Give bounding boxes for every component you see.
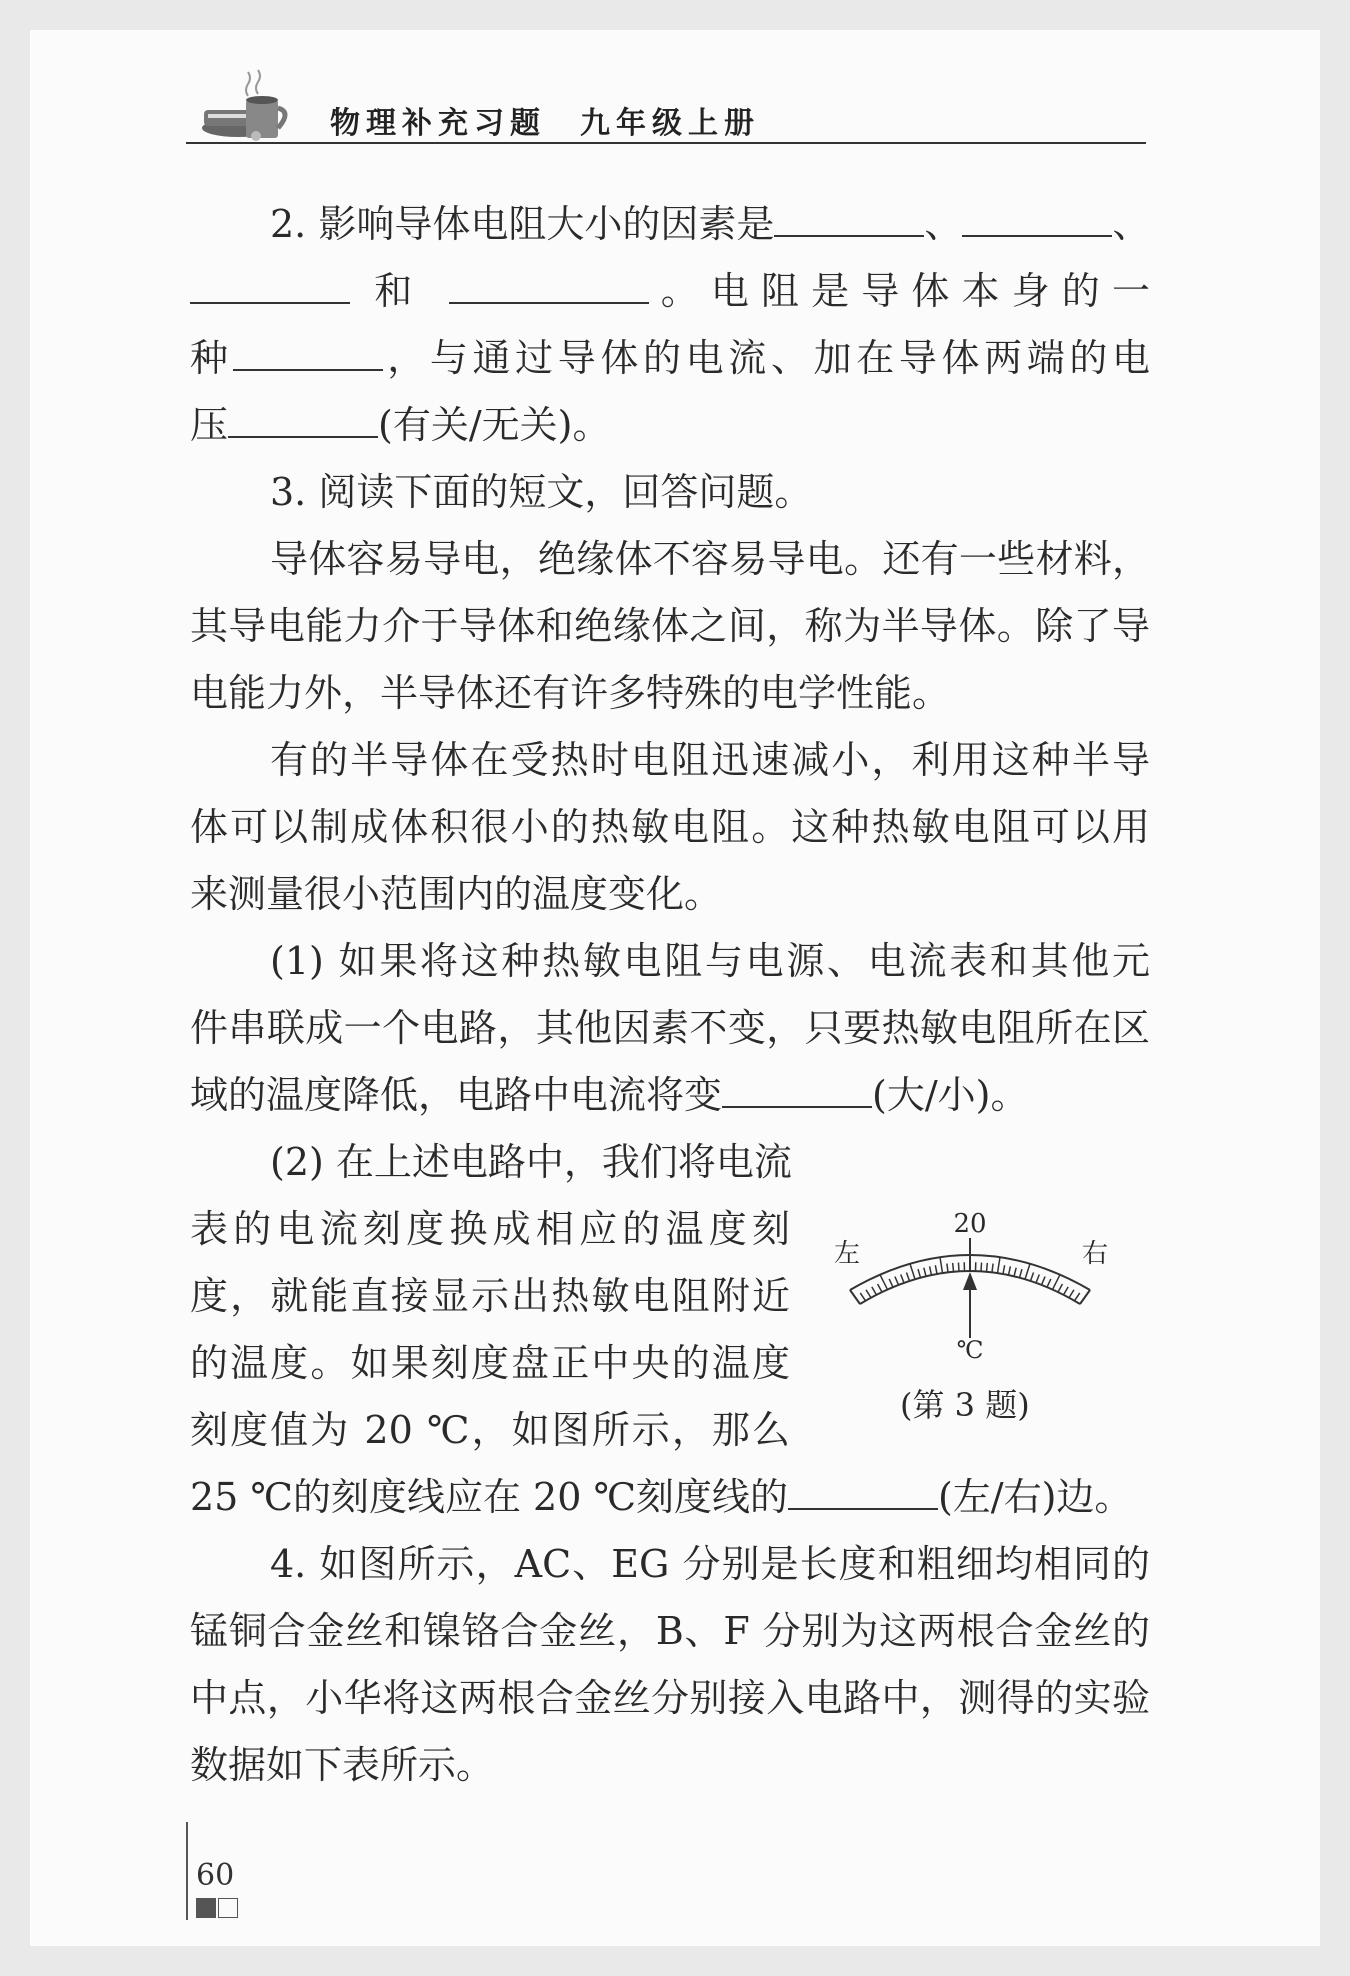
book-title: 物理补充习题 [330,106,546,141]
dial-tick [987,1263,988,1272]
q2-line-3: 种 ，与通过导体的电流、加在导体两端的电 [190,330,1150,386]
temperature-dial-figure [820,1180,1120,1360]
q3-intro: 3. 阅读下面的短文，回答问题。 [270,470,813,514]
dial-tick [1064,1287,1069,1295]
q3-sub1-line-1: (1) 如果将这种热敏电阻与电源、电流表和其他元 [270,939,1150,983]
answer-blank[interactable] [722,1068,872,1108]
dial-tick [1003,1265,1005,1274]
q3-sub2-line-1: (2) 在上述电路中，我们将电流 [270,1140,792,1184]
q3-paragraph-1-line-1: 导体容易导电，绝缘体不容易导电。还有一些材料， [270,537,1150,581]
q3-sub2-line-6: 25 ℃的刻度线应在 20 ℃刻度线的 (左/右)边。 [190,1469,1150,1525]
dial-right-label: 右 [1082,1239,1109,1269]
dial-tick [895,1277,899,1285]
dial-tick [1069,1290,1074,1298]
page-number: 60 [196,1858,235,1893]
dial-center-value: 20 [953,1209,987,1239]
q3-sub2-line-5: 刻度值为 20 ℃，如图所示，那么 [190,1408,790,1452]
answer-blank[interactable] [962,197,1112,237]
dial-tick [958,1263,959,1272]
dial-tick [910,1264,915,1280]
dial-tick [953,1263,954,1272]
dial-tick [1047,1279,1051,1287]
dial-tick [889,1279,893,1287]
dial-tick [1058,1284,1062,1292]
header-title [330,98,760,142]
figure-caption: (第 3 题) [900,1386,1030,1424]
header-divider [186,142,1146,144]
q4-line-1: 4. 如图所示，AC、EG 分别是长度和粗细均相同的 [270,1542,1150,1586]
q3-sub2-line-4: 的温度。如果刻度盘正中央的温度 [190,1341,790,1385]
answer-blank[interactable] [228,398,378,438]
q4-line-4: 数据如下表所示。 [190,1743,495,1787]
dial-tick [981,1263,982,1272]
dial-unit: ℃ [956,1336,984,1360]
footer-empty-square [218,1898,238,1918]
pointer-arrow-icon [963,1272,977,1290]
q3-sub1-line-3: 域的温度降低，电路中电流将变 (大/小)。 [190,1067,1150,1123]
q3-paragraph-2-line-1: 有的半导体在受热时电阻迅速减小，利用这种半导 [270,738,1150,782]
q3-paragraph-1-line-2: 其导电能力介于导体和绝缘体之间，称为半导体。除了导 [190,604,1150,648]
dial-tick [992,1264,993,1273]
dial-tick [1025,1264,1030,1280]
dial-tick [930,1266,932,1275]
dial-tick [924,1268,926,1277]
q3-paragraph-2-line-2: 体可以制成体积很小的热敏电阻。这种热敏电阻可以用 [190,805,1150,849]
dial-tick [1009,1266,1011,1275]
q2-line-2: 和 。电阻是导体本身的一 [190,263,1150,319]
dial-tick [998,1257,1001,1273]
dial-tick [1036,1274,1039,1282]
dial-tick [1080,1290,1090,1304]
dial-tick [1020,1269,1022,1278]
dial-tick [1014,1268,1016,1277]
dial-tick [1075,1293,1080,1301]
dial-tick [901,1274,904,1282]
answer-blank[interactable] [190,264,350,304]
answer-blank[interactable] [449,264,649,304]
dial-left-label: 左 [834,1239,861,1269]
answer-blank[interactable] [788,1470,938,1510]
q3-paragraph-1-line-3: 电能力外，半导体还有许多特殊的电学性能。 [190,671,951,715]
dial-tick [880,1275,888,1290]
answer-blank[interactable] [233,331,383,371]
grade-label: 九年级上册 [580,106,760,141]
dial-tick [872,1287,877,1295]
dial-tick [1053,1275,1061,1290]
dial-tick [947,1264,948,1273]
book-and-cup-icon [198,66,308,152]
q3-sub2-line-3: 度，就能直接显示出热敏电阻附近 [190,1274,790,1318]
dial-tick [1031,1273,1034,1281]
dial-tick [860,1293,865,1301]
dial-tick [935,1265,937,1274]
q3-sub2-line-2: 表的电流刻度换成相应的温度刻 [190,1207,790,1251]
q4-line-2: 锰铜合金丝和镍铬合金丝，B、F 分别为这两根合金丝的 [190,1609,1150,1653]
q3-sub1-line-2: 件串联成一个电路，其他因素不变，只要热敏电阻所在区 [190,1006,1150,1050]
dial-tick [906,1273,909,1281]
dial-tick [866,1290,871,1298]
q4-line-3: 中点，小华将这两根合金丝分别接入电路中，测得的实验 [190,1676,1150,1720]
page-header [180,60,1152,140]
q3-paragraph-2-line-3: 来测量很小范围内的温度变化。 [190,872,723,916]
q2-line-4: 压 (有关/无关)。 [190,397,1150,453]
dial-tick [1042,1277,1046,1285]
dial-tick [940,1257,943,1273]
footer-filled-square [196,1898,216,1918]
answer-blank[interactable] [774,197,924,237]
dial-tick [850,1290,860,1304]
dial-tick [878,1284,882,1292]
q2-line-1: 2. 影响导体电阻大小的因素是 、 、 [190,196,1150,252]
footer-rule [186,1822,188,1920]
dial-tick [918,1269,920,1278]
